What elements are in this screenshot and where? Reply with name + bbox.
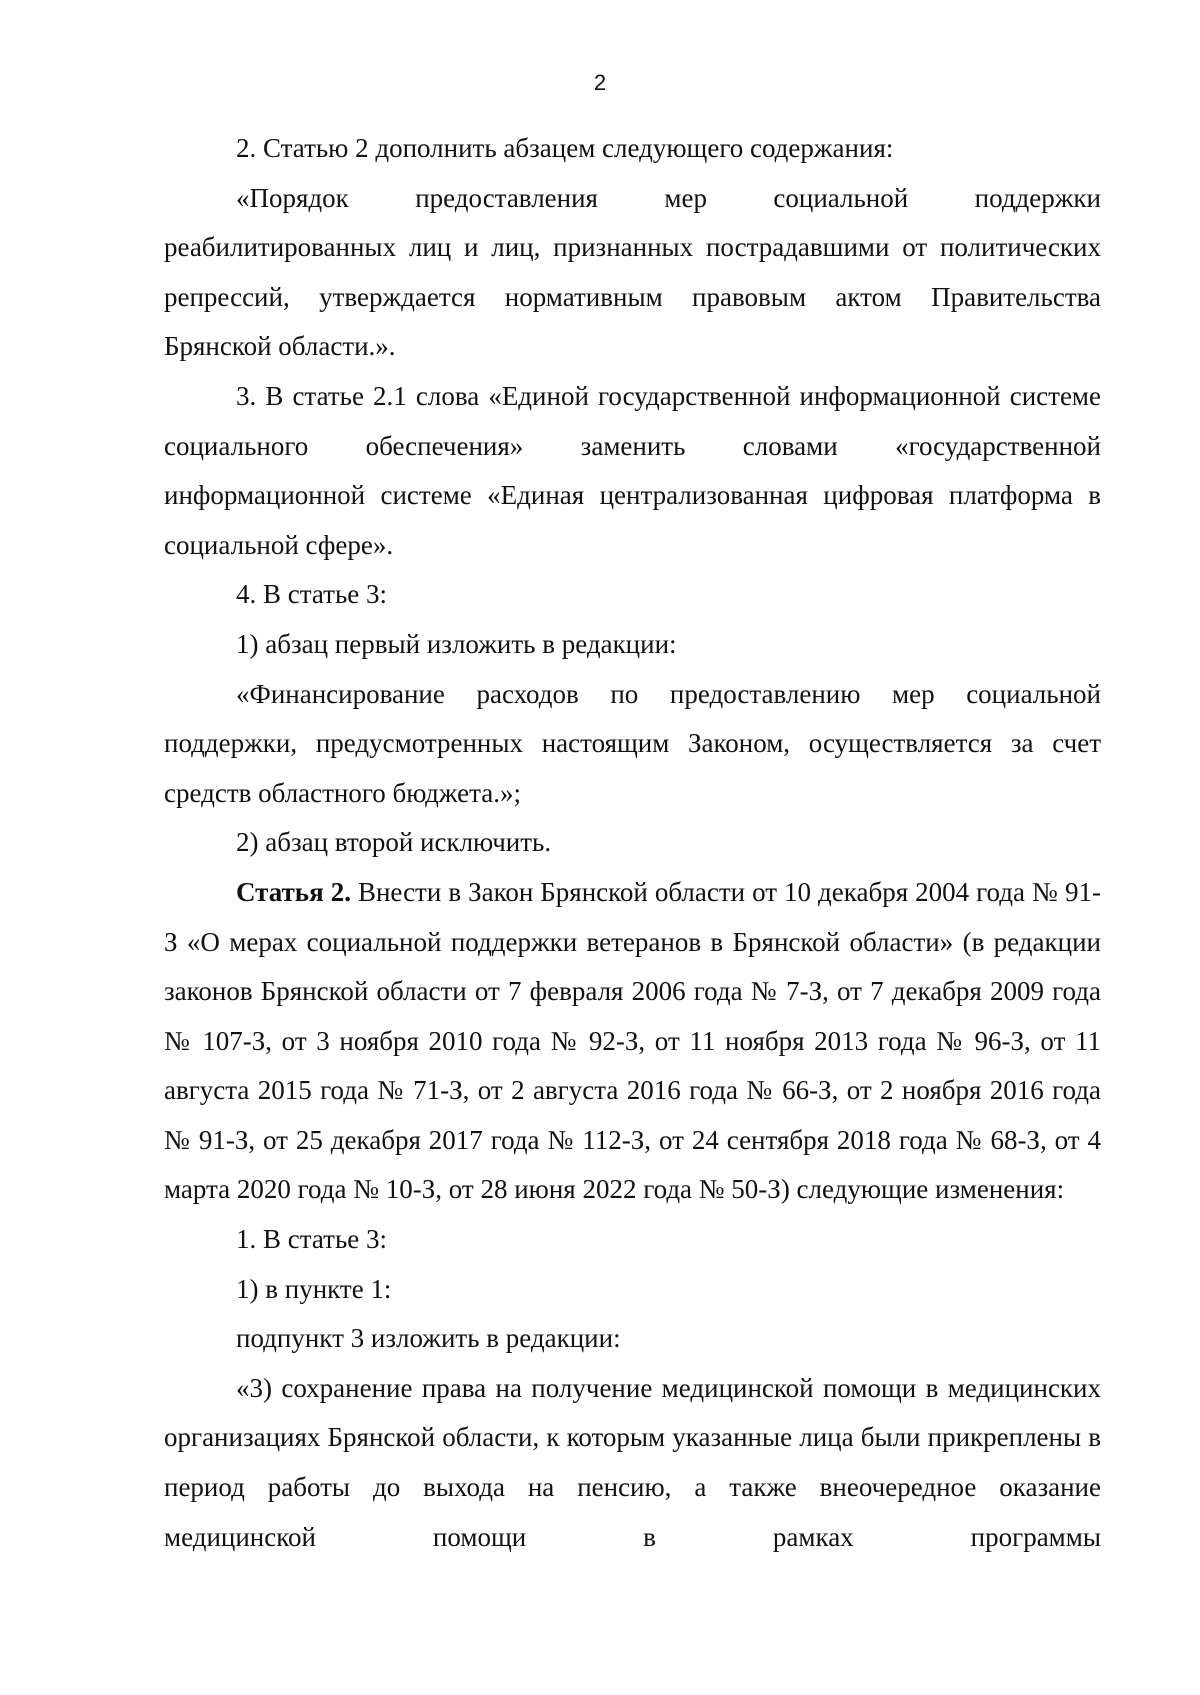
paragraph-article1-item3: 3. В статье 2.1 слова «Единой государственной информационной системе социального обеспечения» заменить словами «государственной информационной системе «Единая централизованная цифровая платформа в социальной сфере».: [164, 380, 1101, 560]
article2-heading: Статья 2.: [236, 876, 351, 907]
paragraph-article2: [164, 868, 1101, 1215]
paragraph-article2-item1-sub1: 1) в пункте 1:: [236, 1273, 392, 1304]
paragraph-article1-item4-sub1-content: «Финансирование расходов по предоставлению мер социальной поддержки, предусмотренных настоящим Законом, осуществляется за счет средств областного бюджета.»;: [164, 678, 1101, 808]
page-number: 2: [593, 70, 607, 95]
paragraph-article2-subitem3-content: «3) сохранение права на получение медицинской помощи в медицинских организациях Брянской области, к которым указанные лица были прикреплены в период работы до выхода на пенсию, а также внеочередное оказание медицинской помощи в рамках программы: [164, 1372, 1101, 1552]
paragraph-article1-item4-sub1: 1) абзац первый изложить в редакции:: [236, 628, 677, 659]
paragraph-article1-item4: 4. В статье 3:: [236, 579, 388, 610]
paragraph-article1-item4-sub2: 2) абзац второй исключить.: [236, 827, 552, 858]
paragraph-article2-item1: 1. В статье 3:: [236, 1224, 388, 1255]
paragraph-article1-item2-content: «Порядок предоставления мер социальной поддержки реабилитированных лиц и лиц, признанных пострадавшими от политических репрессий, утверждается нормативным правовым актом Правительства Брянской области.».: [164, 182, 1101, 362]
document-body: [164, 124, 1101, 1562]
article2-text: Внести в Закон Брянской области от 10 декабря 2004 года № 91-З «О мерах социальной поддержки ветеранов в Брянской области» (в редакции законов Брянской области от 7 февраля 2006 года № 7-З, от 7 декабря 2009 года № 107-З, от 3 ноября 2010 года № 92-З, от 11 ноября 2013 года № 96-З, от 11 августа 2015 года № 71-З, от 2 августа 2016 года № 66-З, от 2 ноября 2016 года № 91-З, от 25 декабря 2017 года № 112-З, от 24 сентября 2018 года № 68-З, от 4 марта 2020 года № 10-З, от 28 июня 2022 года № 50-З) следующие изменения:: [164, 876, 1102, 1205]
paragraph-article2-subitem3-intro: подпункт 3 изложить в редакции:: [236, 1323, 621, 1354]
paragraph-article1-item2: 2. Статью 2 дополнить абзацем следующего содержания:: [236, 133, 894, 163]
